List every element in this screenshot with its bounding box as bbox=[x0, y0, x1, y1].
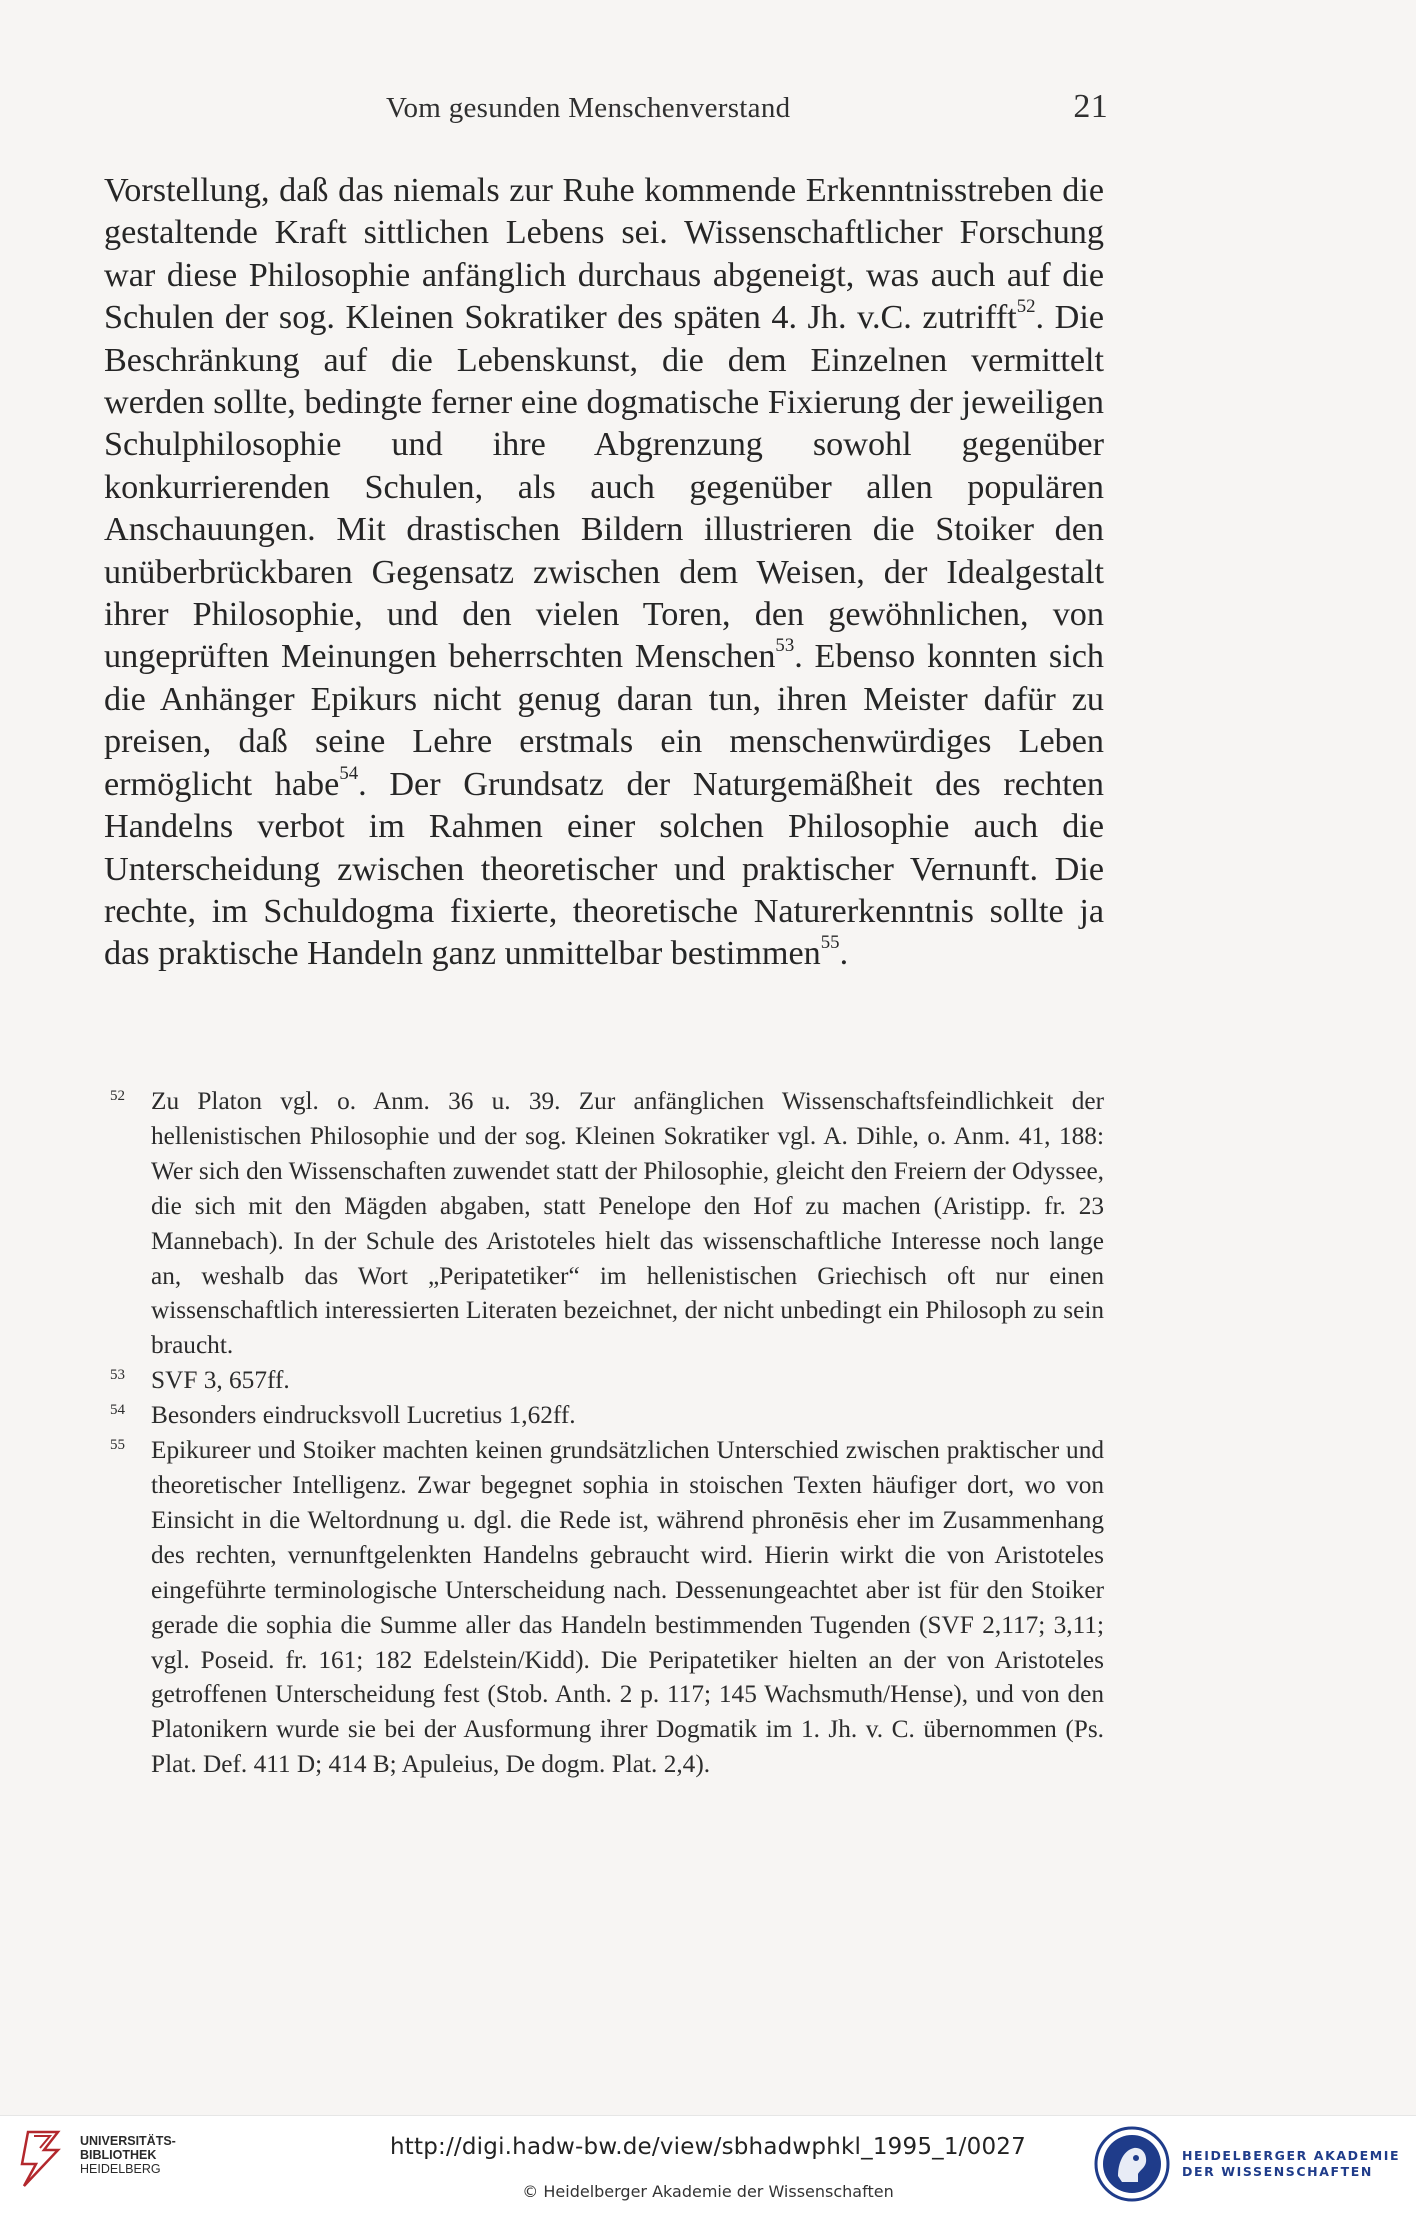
footnote-number: 54 bbox=[110, 1402, 125, 1419]
copyright-notice: © Heidelberger Akademie der Wissenschaften bbox=[522, 2182, 894, 2201]
page-number: 21 bbox=[1073, 88, 1108, 125]
logo-text-line: HEIDELBERGER AKADEMIE bbox=[1182, 2148, 1401, 2163]
footnotes bbox=[104, 1084, 1104, 1782]
footnote-ref[interactable]: 52 bbox=[1016, 296, 1036, 318]
footnote bbox=[104, 1084, 1104, 1363]
permalink-url[interactable]: http://digi.hadw-bw.de/view/sbhadwphkl_1995_1/0027 bbox=[390, 2134, 1026, 2160]
footnote-number: 52 bbox=[110, 1088, 125, 1104]
logo-text-line: HEIDELBERG bbox=[80, 2162, 161, 2176]
footnote-text: Besonders eindrucksvoll Lucretius 1,62ff. bbox=[151, 1401, 576, 1430]
footnote-ref[interactable]: 53 bbox=[775, 635, 795, 657]
footnote bbox=[104, 1433, 1104, 1782]
footnote-number: 53 bbox=[110, 1367, 125, 1384]
footnote-ref[interactable]: 54 bbox=[339, 762, 359, 784]
footnote-text: Epikureer und Stoiker machten keinen grundsätzlichen Unterschied zwischen praktischer und theoretischer Intelligenz. Zwar begegnet sophia in stoischen Texten häufiger dort, wo von Einsicht in die Weltordnung u. dgl. die Rede ist, während phronēsis eher im Zusammenhang des rechten, vernunftgelenkten Handelns gebraucht wird. Hierin wirkt die von Aristoteles eingeführte terminologische Unterscheidung nach. Dessenungeachtet aber ist für den Stoiker gerade die sophia die Summe aller das Handeln bestimmenden Tugenden (SVF 2,117; 3,11; vgl. Poseid. fr. 161; 182 Edelstein/Kidd). Die Peripatetiker hielten an der von Aristoteles getroffenen Unterscheidung fest (Stob. Anth. 2 p. 117; 145 Wachsmuth/Hense), und von den Platonikern wurde sie bei der Ausformung ihrer Dogmatik im 1. Jh. v. C. übernommen (Ps. Plat. Def. 411 D; 414 B; Apuleius, De dogm. Plat. 2,4). bbox=[151, 1436, 1104, 1779]
body-text-segment: . bbox=[839, 935, 849, 973]
body-text-segment: . Die Beschränkung auf die Lebenskunst, die dem Einzelnen vermittelt werden sollte, bedingte ferner eine dogmatische Fixierung der jeweiligen Schulphilosophie und ihre Abgrenzung sowohl gegenüber konkurrierenden Schulen, als auch gegenüber allen populären Anschauungen. Mit drastischen Bildern illustrieren die Stoiker den unüberbrückbaren Gegensatz zwischen dem Weisen, der Idealgestalt ihrer Philosophie, und den vielen Toren, den gewöhnlichen, von ungeprüften Meinungen beherrschten Menschen bbox=[104, 299, 1104, 676]
footnote bbox=[104, 1398, 1104, 1433]
footnote bbox=[104, 1363, 1104, 1398]
body-text-segment: Vorstellung, daß das niemals zur Ruhe kommende Erkenntnisstreben die gestaltende Kraft sittlichen Lebens sei. Wissenschaftlicher Forschung war diese Philosophie anfänglich durchaus abgeneigt, was auch auf die Schulen der sog. Kleinen Sokratiker des späten 4. Jh. v.C. zutrifft bbox=[104, 172, 1104, 337]
digitization-footer bbox=[0, 2115, 1416, 2214]
body-text-segment: . Ebenso konnten sich die Anhänger Epikurs nicht genug daran tun, ihren Meister dafür zu preisen, daß seine Lehre erstmals ein menschenwürdiges Leben ermöglicht habe bbox=[104, 638, 1104, 803]
footnote-ref[interactable]: 55 bbox=[820, 932, 840, 954]
body-text-segment: . Der Grundsatz der Naturgemäßheit des rechten Handelns verbot im Rahmen einer solchen Philosophie auch die Unterscheidung zwischen theoretischer und praktischer Vernunft. Die rechte, im Schuldogma fixierte, theoretische Naturerkenntnis sollte ja das praktische Handeln ganz unmittelbar bestimmen bbox=[104, 765, 1104, 973]
footnote-number: 55 bbox=[110, 1437, 125, 1454]
footnote-text: SVF 3, 657ff. bbox=[151, 1366, 290, 1395]
body-paragraph bbox=[104, 170, 1104, 976]
logo-text-line: DER WISSENSCHAFTEN bbox=[1182, 2164, 1373, 2179]
running-title: Vom gesunden Menschenverstand bbox=[386, 92, 791, 124]
academy-name bbox=[1182, 2148, 1400, 2180]
logo-text-line: UNIVERSITÄTS- bbox=[80, 2134, 176, 2148]
footnote-text: Zu Platon vgl. o. Anm. 36 u. 39. Zur anfänglichen Wissenschaftsfeindlichkeit der hellenistischen Philosophie und der sog. Kleinen Sokratiker vgl. A. Dihle, o. Anm. 41, 188: Wer sich den Wissenschaften zuwendet statt der Philosophie, gleicht den Freiern der Odyssee, die sich mit den Mägden abgaben, statt Penelope den Hof zu machen (Aristipp. fr. 23 Mannebach). In der Schule des Aristoteles hielt das wissenschaftliche Interesse noch lange an, weshalb das Wort „Peripatetiker“ im hellenistischen Griechisch oft nur einen wissenschaftlich interessierten Literaten bezeichnet, der nicht unbedingt ein Philosoph zu sein braucht. bbox=[151, 1087, 1104, 1360]
main-text bbox=[104, 170, 1104, 976]
logo-text-line: BIBLIOTHEK bbox=[80, 2148, 157, 2162]
academy-seal-icon[interactable] bbox=[1092, 2124, 1172, 2204]
